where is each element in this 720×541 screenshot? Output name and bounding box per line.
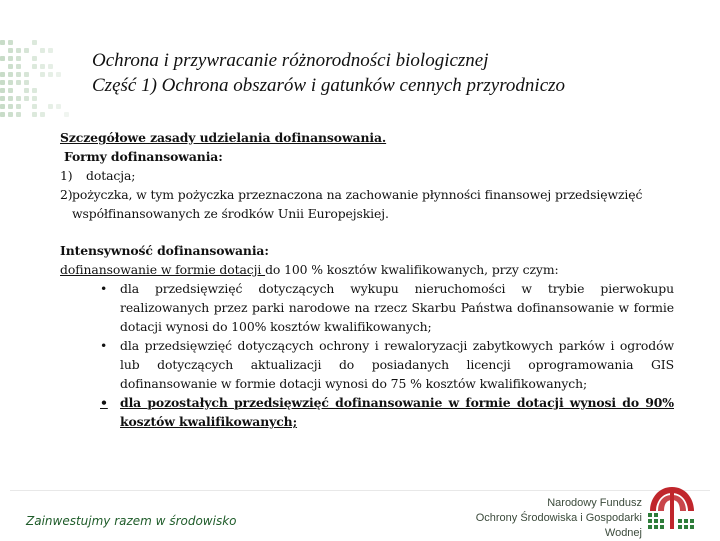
decorative-dot <box>48 64 53 69</box>
decorative-dot <box>8 64 13 69</box>
decorative-dot-grid <box>0 40 70 130</box>
bullet-item <box>60 336 674 393</box>
decorative-dot <box>24 96 29 101</box>
decorative-dot <box>56 104 61 109</box>
decorative-dot <box>40 64 45 69</box>
decorative-dot <box>8 40 13 45</box>
bullet-item <box>60 393 674 431</box>
footer-organization <box>454 496 642 541</box>
decorative-dot <box>48 48 53 53</box>
decorative-dot <box>8 72 13 77</box>
decorative-dot <box>16 96 21 101</box>
form-item-text <box>72 185 674 223</box>
form-item-number: 1) <box>60 168 73 183</box>
footer-slogan: Zainwestujmy razem w środowisko <box>26 514 237 528</box>
bullet-item <box>60 279 674 336</box>
decorative-dot <box>8 80 13 85</box>
section-heading: Szczegółowe zasady udzielania dofinansowania. <box>60 130 387 145</box>
decorative-dot <box>40 72 45 77</box>
decorative-dot <box>0 80 5 85</box>
form-item-number: 2) <box>60 187 73 202</box>
bullet-text: dla przedsięwzięć dotyczących wykupu nieruchomości w trybie pierwokupu realizowanych przez parki narodowe na rzecz Skarbu Państwa dofinansowanie w formie dotacji wynosi do 100% kosztów kwalifikowanych; <box>120 281 674 334</box>
decorative-dot <box>56 72 61 77</box>
slide-title <box>92 48 712 98</box>
decorative-dot <box>16 48 21 53</box>
decorative-dot <box>32 112 37 117</box>
form-item-text-value: pożyczka, w tym pożyczka przeznaczona na zachowanie płynności finansowej przedsięwzięć współfinansowanych ze środków Unii Europejskiej. <box>72 187 643 221</box>
org-name-line-1: Narodowy Fundusz <box>547 497 642 509</box>
footer-divider <box>10 490 710 491</box>
decorative-dot <box>16 72 21 77</box>
decorative-dot <box>24 48 29 53</box>
form-item-text: dotacja; <box>86 168 136 183</box>
decorative-dot <box>40 112 45 117</box>
bullet-symbol: • <box>100 281 108 296</box>
decorative-dot <box>24 80 29 85</box>
decorative-dot <box>32 96 37 101</box>
bullet-symbol: • <box>100 338 108 353</box>
title-line-2: Część 1) Ochrona obszarów i gatunków cennych przyrodniczo <box>92 75 566 96</box>
intensity-intro <box>60 260 674 279</box>
bullet-text: dla pozostałych przedsięwzięć dofinansowanie w formie dotacji wynosi do 90% kosztów kwalifikowanych; <box>120 395 674 429</box>
decorative-dot <box>32 104 37 109</box>
form-item <box>60 185 674 223</box>
decorative-dot <box>64 112 69 117</box>
decorative-dot <box>0 96 5 101</box>
decorative-dot <box>8 56 13 61</box>
decorative-dot <box>16 112 21 117</box>
decorative-dot <box>32 40 37 45</box>
decorative-dot <box>16 56 21 61</box>
decorative-dot <box>8 104 13 109</box>
decorative-dot <box>8 48 13 53</box>
decorative-dot <box>32 64 37 69</box>
decorative-dot <box>40 48 45 53</box>
bullet-text: dla przedsięwzięć dotyczących ochrony i rewaloryzacji zabytkowych parków i ogrodów lub dotyczących aktualizacji do posiadanych licencji oprogramowania GIS dofinansowanie w formie dotacji wynosi do 75 % kosztów kwalifikowanych; <box>120 338 674 391</box>
decorative-dot <box>48 72 53 77</box>
decorative-dot <box>0 72 5 77</box>
decorative-dot <box>16 104 21 109</box>
decorative-dot <box>0 88 5 93</box>
decorative-dot <box>16 80 21 85</box>
decorative-dot <box>16 64 21 69</box>
decorative-dot <box>24 88 29 93</box>
nfosigw-logo-icon <box>644 483 700 533</box>
decorative-dot <box>8 88 13 93</box>
decorative-dot <box>32 88 37 93</box>
decorative-dot <box>0 40 5 45</box>
decorative-dot <box>32 56 37 61</box>
decorative-dot <box>0 104 5 109</box>
decorative-dot <box>48 104 53 109</box>
bullet-symbol: • <box>100 395 108 410</box>
slide-content <box>60 128 674 431</box>
decorative-dot <box>8 96 13 101</box>
forms-label: Formy dofinansowania: <box>64 149 223 164</box>
decorative-dot <box>8 112 13 117</box>
form-item <box>60 166 674 185</box>
intensity-intro-rest: do 100 % kosztów kwalifikowanych, przy czym: <box>265 262 559 277</box>
title-line-1: Ochrona i przywracanie różnorodności biologicznej <box>92 50 489 71</box>
intensity-label: Intensywność dofinansowania: <box>60 243 269 258</box>
org-name-line-2: Ochrony Środowiska i Gospodarki Wodnej <box>475 512 642 539</box>
decorative-dot <box>0 56 5 61</box>
decorative-dot <box>24 72 29 77</box>
intensity-intro-underlined: dofinansowanie w formie dotacji <box>60 262 266 277</box>
decorative-dot <box>0 112 5 117</box>
